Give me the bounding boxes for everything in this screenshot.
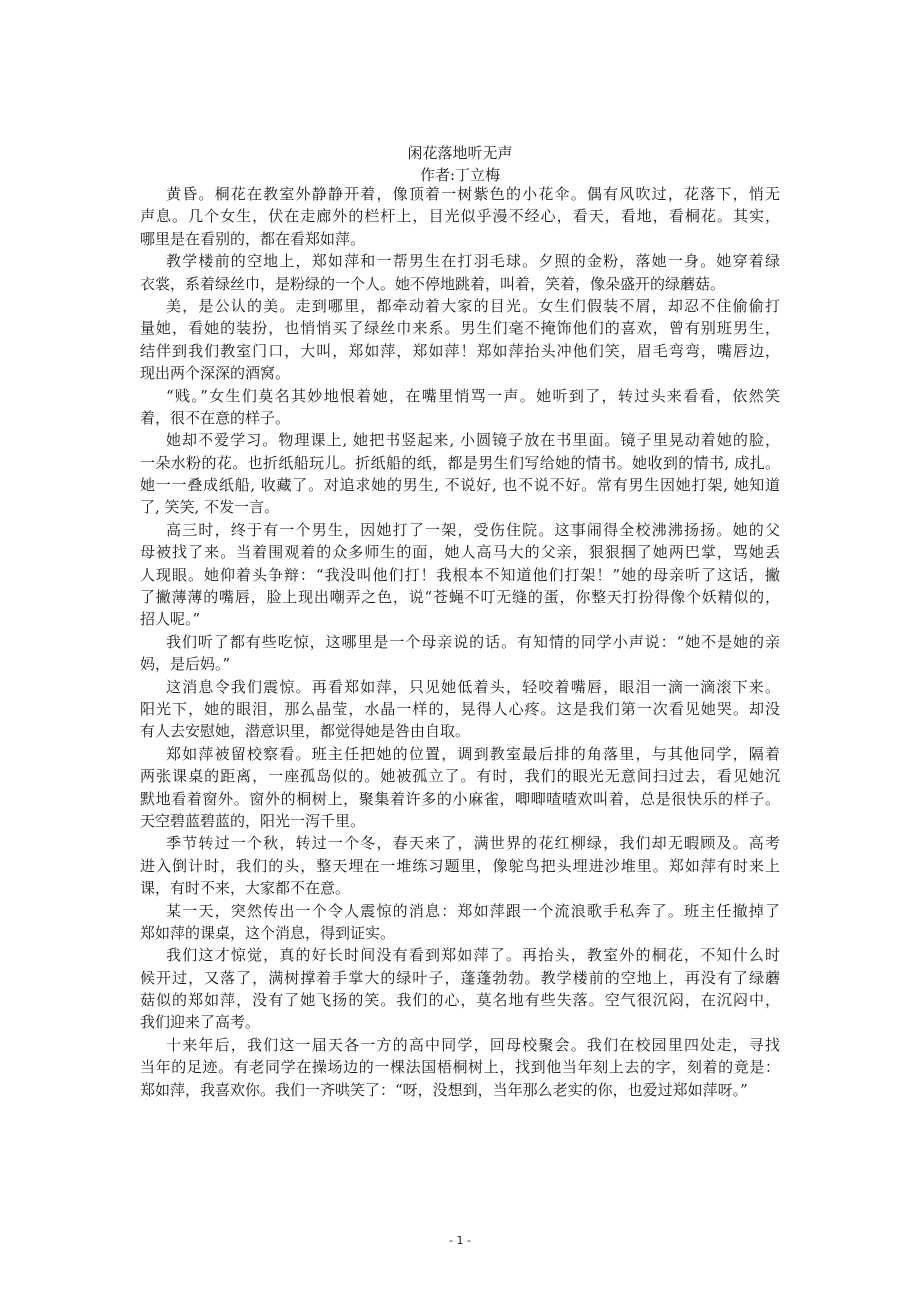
paragraph-line: 美，是公认的美。走到哪里，都牵动着大家的目光。女生们假装不屑，却忍不住偷偷打 <box>166 296 780 315</box>
paragraph <box>140 250 780 295</box>
paragraph-line: 人现眼。她仰着头争辩：“我没叫他们打！我根本不知道他们打架！”她的母亲听了这话，撇 <box>140 565 780 584</box>
paragraph-line: 母被找了来。当着围观着的众多师生的面，她人高马大的父亲，狠狠掴了她两巴掌，骂她丢 <box>140 543 780 562</box>
paragraph-line: 了撇薄薄的嘴唇，脸上现出嘲弄之色，说“苍蝇不叮无缝的蛋，你整天打扮得像个妖精似的， <box>140 588 780 607</box>
paragraph <box>140 900 780 945</box>
paragraph <box>140 183 780 250</box>
paragraph-line: 候开过，又落了，满树撑着手掌大的绿叶子，蓬蓬勃勃。教学楼前的空地上，再没有了绿蘑 <box>140 968 780 987</box>
paragraph <box>140 832 780 899</box>
paragraph-line: 进入倒计时，我们的头，整天埋在一堆练习题里，像鸵鸟把头埋进沙堆里。郑如萍有时来上 <box>140 856 780 875</box>
paragraph <box>140 295 780 385</box>
paragraph-line: 黄昏。桐花在教室外静静开着，像顶着一树紫色的小花伞。偶有风吹过，花落下，悄无 <box>166 185 780 203</box>
paragraph-line: 教学楼前的空地上，郑如萍和一帮男生在打羽毛球。夕照的金粉，落她一身。她穿着绿 <box>166 252 780 271</box>
article-body <box>140 183 780 1101</box>
paragraph-line: 十来年后，我们这一届天各一方的高中同学，回母校聚会。我们在校园里四处走，寻找 <box>166 1035 780 1054</box>
paragraph-line: 妈，是后妈。” <box>140 655 231 674</box>
article-title: 闲花落地听无声 <box>407 144 513 162</box>
paragraph <box>140 385 780 430</box>
paragraph-line: 结伴到我们教室门口，大叫，郑如萍，郑如萍！郑如萍抬头冲他们笑，眉毛弯弯，嘴唇边， <box>140 341 780 360</box>
paragraph-line: 哪里是在看别的，都在看郑如萍。 <box>140 229 366 248</box>
paragraph-line: 我们这才惊觉，真的好长时间没有看到郑如萍了。再抬头，教室外的桐花，不知什么时 <box>166 946 780 965</box>
title-block <box>140 142 780 186</box>
page-number: - 1 - <box>449 1234 471 1247</box>
paragraph-line: 我们听了都有些吃惊，这哪里是一个母亲说的话。有知情的同学小声说：“她不是她的亲 <box>166 632 780 651</box>
paragraph-line: 两张课桌的距离，一座孤岛似的。她被孤立了。有时，我们的眼光无意间扫过去，看见她沉 <box>140 767 780 786</box>
paragraph-line: 她却不爱学习。物理课上, 她把书竖起来, 小圆镜子放在书里面。镜子里晃动着她的脸， <box>166 431 780 450</box>
paragraph-line: 当年的足迹。有老同学在操场边的一棵法国梧桐树上，找到他当年刻上去的字，刻着的竟是： <box>140 1058 780 1077</box>
paragraph-line: 默地看着窗外。窗外的桐树上，聚集着许多的小麻雀，唧唧喳喳欢叫着，总是很快乐的样子。 <box>140 789 780 808</box>
paragraph-line: 郑如萍，我喜欢你。我们一齐哄笑了：“呀，没想到，当年那么老实的你，也爱过郑如萍呀。” <box>140 1080 748 1099</box>
paragraph <box>140 944 780 1034</box>
paragraph <box>140 429 780 519</box>
paragraph-line: 她一一叠成纸船, 收藏了。对追求她的男生, 不说好, 也不说不好。常有男生因她打架, 她知道 <box>140 476 780 495</box>
paragraph <box>140 676 780 743</box>
paragraph <box>140 743 780 833</box>
article-author: 作者:丁立梅 <box>419 166 501 184</box>
paragraph-line: 量她，看她的装扮，也悄悄买了绿丝巾来系。男生们毫不掩饰他们的喜欢，曾有别班男生， <box>140 319 780 338</box>
paragraph-line: 我们迎来了高考。 <box>140 1013 261 1032</box>
paragraph-line: 菇似的郑如萍，没有了她飞扬的笑。我们的心，莫名地有些失落。空气很沉闷，在沉闷中， <box>140 991 780 1010</box>
paragraph-line: 郑如萍的课桌，这个消息，得到证实。 <box>140 923 396 942</box>
paragraph-line: 阳光下，她的眼泪，那么晶莹，水晶一样的，晃得人心疼。这是我们第一次看见她哭。却没 <box>140 699 780 718</box>
paragraph-line: 郑如萍被留校察看。班主任把她的位置，调到教室最后排的角落里，与其他同学，隔着 <box>166 744 780 763</box>
paragraph-line: 招人呢。” <box>140 610 201 629</box>
paragraph <box>140 1034 780 1101</box>
paragraph-line: 声息。几个女生，伏在走廊外的栏杆上，目光似乎漫不经心，看天，看地，看桐花。其实， <box>140 207 780 226</box>
paragraph-line: 高三时，终于有一个男生，因她打了一架，受伤住院。这事闹得全校沸沸扬扬。她的父 <box>166 520 780 539</box>
paragraph-line: 一朵水粉的花。也折纸船玩儿。折纸船的纸，都是男生们写给她的情书。她收到的情书, 成扎。 <box>140 453 780 472</box>
paragraph-line: 这消息令我们震惊。再看郑如萍，只见她低着头，轻咬着嘴唇，眼泪一滴一滴滚下来。 <box>166 677 780 696</box>
paragraph-line: 衣裳，系着绿丝巾，是粉绿的一个人。她不停地跳着，叫着，笑着，像朵盛开的绿蘑菇。 <box>140 274 726 293</box>
paragraph <box>140 519 780 631</box>
paragraph-line: 天空碧蓝碧蓝的，阳光一泻千里。 <box>140 811 366 830</box>
paragraph-line: “贱。”女生们莫名其妙地恨着她，在嘴里悄骂一声。她听到了，转过头来看看，依然笑 <box>166 386 780 405</box>
paragraph <box>140 631 780 676</box>
paragraph-line: 季节转过一个秋，转过一个冬，春天来了，满世界的花红柳绿，我们却无暇顾及。高考 <box>166 834 780 853</box>
paragraph-line: 有人去安慰她，潜意识里，都觉得她是咎由自取。 <box>140 722 471 741</box>
paragraph-line: 着，很不在意的样子。 <box>140 408 291 427</box>
paragraph-line: 现出两个深深的酒窝。 <box>140 364 291 383</box>
paragraph-line: 了, 笑笑, 不发一言。 <box>140 498 280 517</box>
paragraph-line: 某一天，突然传出一个令人震惊的消息：郑如萍跟一个流浪歌手私奔了。班主任撤掉了 <box>166 901 780 920</box>
paragraph-line: 课，有时不来，大家都不在意。 <box>140 879 351 898</box>
